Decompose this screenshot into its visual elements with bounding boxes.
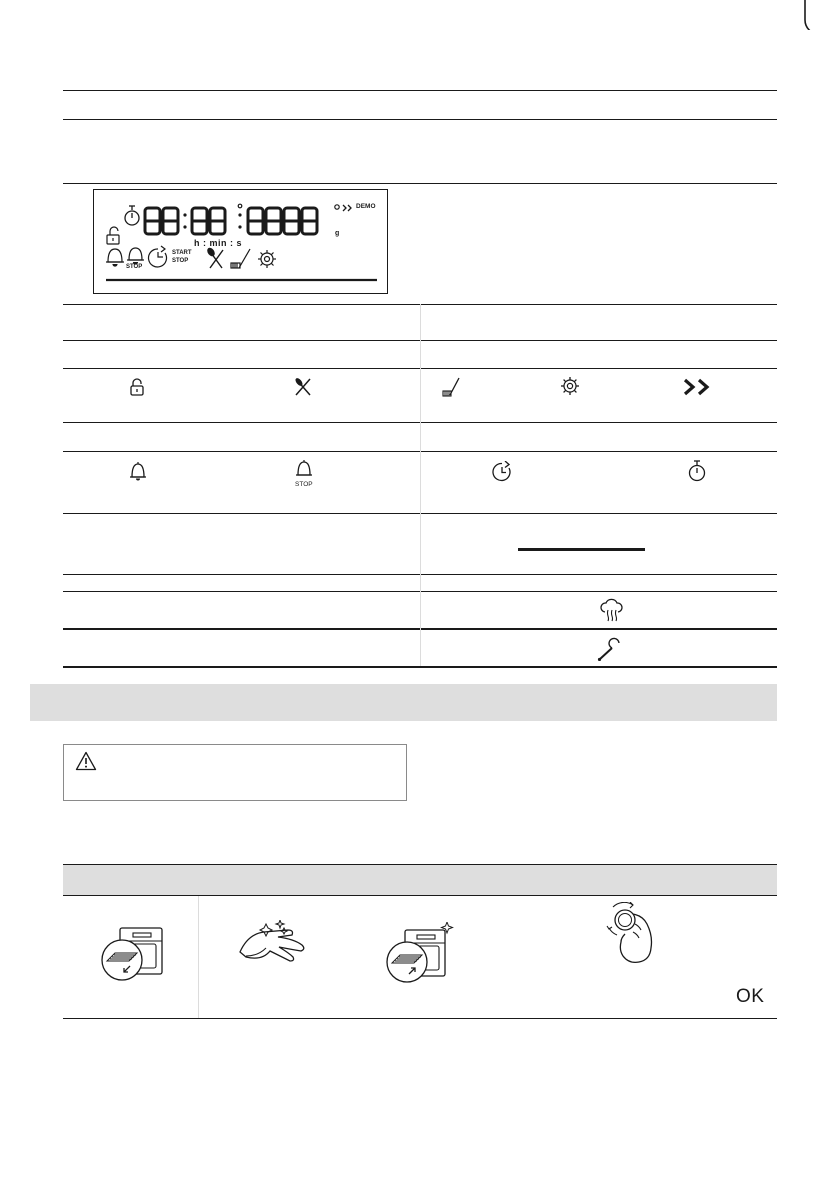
display-stopwatch-icon (125, 206, 139, 225)
display-start-label: START (172, 250, 192, 256)
table-header-band (63, 865, 777, 895)
table-rule (63, 183, 777, 184)
steam-cloud-icon (599, 598, 625, 622)
table-rule (63, 119, 777, 120)
display-clock-arrow-icon (149, 246, 167, 267)
lock-icon (129, 377, 145, 397)
column-divider (420, 304, 421, 666)
display-start-stop-label (172, 249, 192, 265)
display-chevrons (343, 205, 351, 211)
brush-icon (441, 376, 461, 398)
double-chevron-icon (682, 378, 718, 396)
gear-icon (560, 376, 580, 396)
bell-icon (128, 461, 148, 483)
page-corner-mark (803, 0, 839, 30)
table-rule (63, 90, 777, 91)
table-rule (63, 666, 777, 668)
display-gram-label: g (335, 230, 340, 237)
knob-turn-hand-icon (603, 902, 659, 966)
food-probe-icon (596, 635, 622, 661)
ok-label: OK (736, 986, 765, 1007)
section-header-band (30, 684, 777, 721)
display-gear-icon (258, 250, 276, 268)
display-fork-knife-icon (207, 247, 223, 268)
clock-arrow-icon (491, 461, 513, 483)
display-start-stop-stop-label: STOP (172, 258, 189, 264)
display-hms-label: h : min : s (194, 238, 242, 248)
column-divider (198, 895, 199, 1018)
display-bell-icon (106, 249, 124, 266)
oven-tray-remove-icon (100, 920, 166, 982)
bell-stop-icon (294, 458, 314, 480)
table-rule (63, 1018, 777, 1019)
stopwatch-icon (688, 459, 706, 483)
fork-knife-icon (293, 377, 313, 397)
display-lock-icon (107, 227, 119, 244)
warning-icon (75, 751, 97, 771)
table-rule (63, 895, 777, 896)
bar-indicator (518, 548, 645, 551)
display-stop-label: STOP (126, 264, 143, 270)
warning-box (63, 744, 407, 801)
display-bell-stop-icon (127, 248, 144, 264)
display-illustration (93, 189, 388, 294)
oven-tray-insert-icon (385, 922, 455, 984)
display-demo-label: DEMO (356, 203, 376, 210)
display-brush-icon (231, 249, 250, 268)
hand-wipe-icon (236, 920, 308, 972)
bell-stop-label: STOP (295, 481, 313, 488)
display-digits (145, 208, 317, 234)
